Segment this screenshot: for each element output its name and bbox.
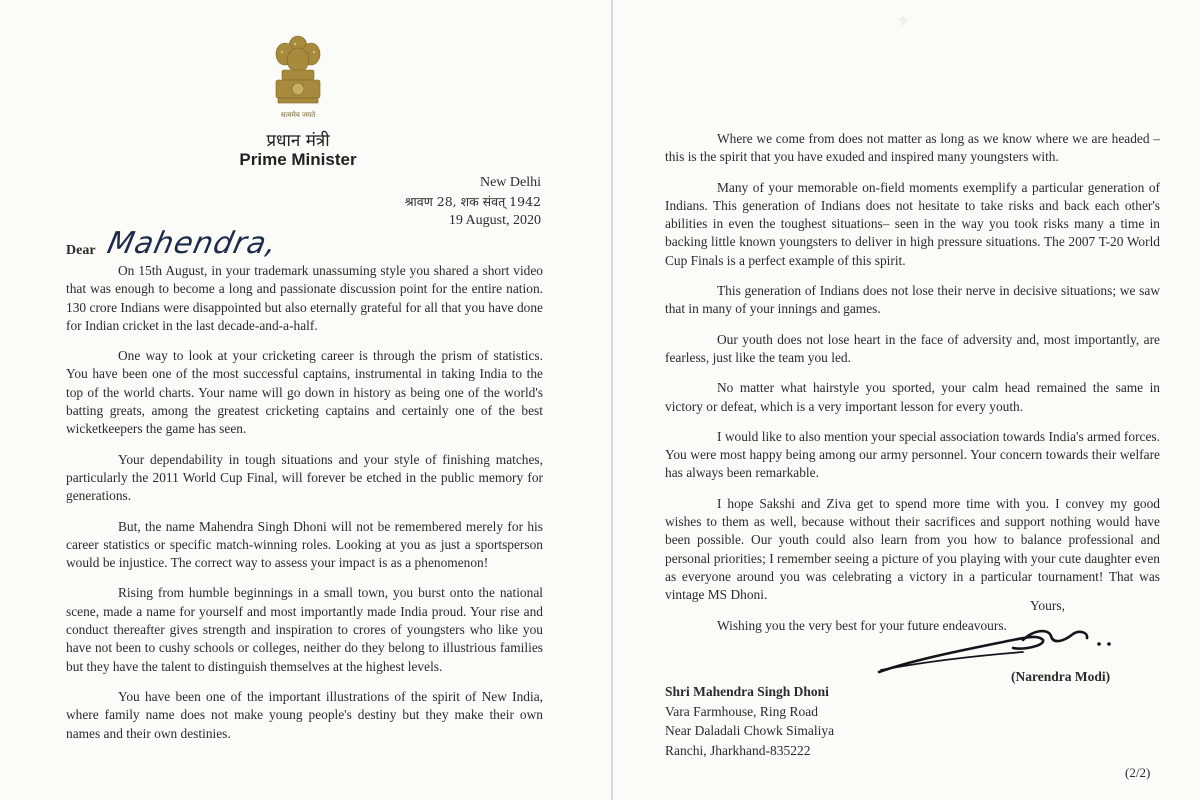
address-line: Near Daladali Chowk Simaliya	[665, 723, 835, 738]
handwritten-name: Mahendra,	[103, 226, 281, 261]
paragraph: I hope Sakshi and Ziva get to spend more time with you. I convey my good wishes to them as well, because without their sacrifices and support nothing would have been possible. Our youth could also learn from you how to balance professional and personal priorities; I remember seeing a picture of you playing with your cute daughter even as everyone around you was celebrating a victory in a particular tournament! That was vintage MS Dhoni.	[665, 495, 1160, 603]
place-date-block	[405, 173, 541, 230]
salutation-dear: Dear	[66, 243, 96, 258]
date: 19 August, 2020	[448, 213, 541, 228]
national-emblem-icon	[268, 32, 328, 110]
paragraph: You have been one of the important illustrations of the spirit of New India, where family name does not make young people's destiny but they make their own names and their own destinies.	[66, 688, 543, 741]
paragraph: Wishing you the very best for your future endeavours.	[717, 617, 1007, 633]
letter-page-2	[613, 0, 1200, 800]
paragraph: No matter what hairstyle you sported, your calm head remained the same in victory or defeat, which is a very important lesson for every youth.	[665, 380, 1160, 414]
paragraph: Many of your memorable on-field moments exemplify a particular generation of Indians. This generation of Indians does not hesitate to take risks and back each other's abilities in even the toughest situations– seen in the way you took risks many a time in backing little known youngsters to deliver in high pressure situations. The 2007 T-20 World Cup Finals is a perfect example of this spirit.	[665, 179, 1160, 268]
paragraph: Rising from humble beginnings in a small town, you burst onto the national scene, made a name for yourself and most importantly made India proud. Your rise and conduct thereafter gives strength and inspiration to crores of youngsters who like you have not been to cushy schools or colleges, neither do they belong to illustrious families but they have the talent to distinguish themselves at the highest levels.	[66, 585, 543, 674]
date-hindi: श्रावण 28, शक संवत् 1942	[404, 194, 541, 209]
paragraph: I would like to also mention your special association towards India's armed forces. You were most happy being among our army personnel. Your concern towards their welfare has always been remarkable.	[665, 428, 1160, 481]
closing: Yours,	[1030, 598, 1066, 613]
salutation	[66, 226, 281, 261]
paragraph: This generation of Indians does not lose their nerve in decisive situations; we saw that in many of your innings and games.	[665, 283, 1160, 317]
letter-body-page-1	[66, 262, 543, 755]
signer-name: (Narendra Modi)	[1011, 669, 1111, 684]
paragraph: On 15th August, in your trademark unassuming style you shared a short video that was enough to become a long and passionate discussion point for the entire nation. 130 crore Indians were disappointed but also eternally grateful for all that you have done for Indian cricket in the last decade-and-a-half.	[66, 263, 543, 333]
address-line: Ranchi, Jharkhand-835222	[665, 742, 811, 758]
page-number: (2/2)	[1125, 765, 1151, 780]
paragraph: Where we come from does not matter as long as we know where we are headed – this is the spirit that you have exuded and inspired many youngsters with.	[665, 131, 1160, 165]
paragraph: But, the name Mahendra Singh Dhoni will not be remembered merely for his career statistics or specific match-winning roles. Looking at you as just a sportsperson would be injustice. The correct way to assess your impact is as a phenomenon!	[66, 518, 543, 571]
paragraph: One way to look at your cricketing career is through the prism of statistics. You have been one of the most successful captains, instrumental in taking India to the top of the world charts. Your name will go down in history as being one of the world's batting greats, among the greatest cricketing captains and certainly one of the best wicketkeepers the game has seen.	[66, 348, 543, 437]
addressee-name: Shri Mahendra Singh Dhoni	[665, 684, 829, 699]
address-line: Vara Farmhouse, Ring Road	[665, 703, 818, 719]
addressee-block	[665, 682, 834, 760]
emblem-motto: सत्यमेव जयते	[280, 111, 316, 119]
paragraph: Your dependability in tough situations and your style of finishing matches, particularly the 2011 World Cup Final, will forever be etched in the public memory for generations.	[66, 451, 543, 504]
letter-body-page-2	[665, 130, 1160, 647]
svg-text:⚜: ⚜	[896, 15, 910, 30]
watermark-icon	[873, 6, 933, 36]
paragraph: Our youth does not lose heart in the face of adversity and, most importantly, are fearless, just like the team you led.	[665, 331, 1160, 365]
office-title-english: Prime Minister	[239, 150, 357, 169]
office-title-hindi: प्रधान मंत्री	[266, 131, 330, 151]
place: New Delhi	[479, 175, 541, 190]
